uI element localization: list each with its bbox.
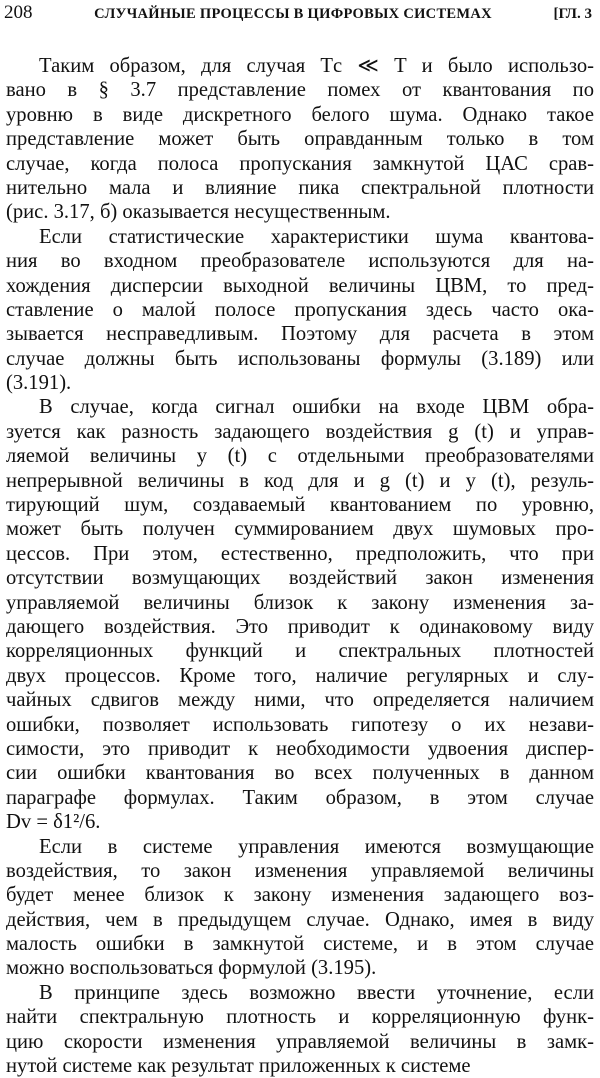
paragraph [6, 54, 594, 225]
text-line: малость ошибки в замкнутой системе, и в этом случае [6, 933, 594, 956]
text-line: непрерывной величины в код для и g (t) и y (t), резуль- [6, 469, 594, 492]
text-line: найти спектральную плотность и корреляционную функ- [6, 1006, 594, 1029]
text-line: воздействия, то закон изменения управляемой величины [6, 859, 594, 882]
page-number: 208 [4, 2, 33, 23]
text-line: В принципе здесь возможно ввести уточнение, если [39, 981, 594, 1004]
text-line: отсутствии возмущающих воздействий закон изменения [6, 567, 594, 590]
text-line: представление может быть оправданным только в том [6, 128, 594, 151]
text-line: нительно мала и влияние пика спектральной плотности [6, 176, 594, 199]
text-line: нутой системе как результат приложенных к системе [6, 1055, 471, 1078]
text-line: действия, чем в предыдущем случае. Однако, имея в виду [6, 908, 594, 931]
text-line: случае, когда полоса пропускания замкнутой ЦАС срав- [6, 152, 594, 175]
text-line: корреляционных функций и спектральных плотностей [6, 640, 594, 663]
text-line: случае должны быть использованы формулы (3.189) или [6, 347, 594, 370]
text-line: зывается несправедливым. Поэтому для расчета в этом [6, 323, 594, 346]
text-line: уровню в виде дискретного белого шума. Однако такое [6, 103, 594, 126]
text-line: будет менее близок к закону изменения задающего воз- [6, 884, 594, 907]
chapter-reference: [ГЛ. 3 [553, 6, 592, 22]
text-line: ошибки, позволяет использовать гипотезу о их незави- [6, 713, 594, 736]
text-line: может быть получен суммированием двух шумовых про- [6, 518, 594, 541]
text-line: параграфе формулах. Таким образом, в этом случае [6, 786, 594, 809]
text-line: ния во входном преобразователе используются для на- [6, 250, 594, 273]
text-line: ляемой величины y (t) с отдельными преобразователями [6, 445, 594, 468]
text-line: (рис. 3.17, б) оказывается несущественным. [6, 201, 391, 224]
text-line: (3.191). [6, 372, 72, 395]
text-line: двух процессов. Кроме того, наличие регулярных и слу- [6, 664, 594, 687]
text-line: симости, это приводит к необходимости удвоения диспер- [6, 737, 594, 760]
text-line: вано в § 3.7 представление помех от квантования по [6, 79, 594, 102]
text-line: В случае, когда сигнал ошибки на входе ЦВМ обра- [39, 396, 594, 419]
paragraph [6, 835, 594, 981]
text-line: сии ошибки квантования во всех полученных в данном [6, 762, 594, 785]
running-title: СЛУЧАЙНЫЕ ПРОЦЕССЫ В ЦИФРОВЫХ СИСТЕМАХ [94, 6, 492, 22]
text-line: дающего воздействия. Это приводит к одинаковому виду [6, 615, 594, 638]
page-body-text [6, 54, 594, 1078]
text-line: цию скорости изменения управляемой величины в замк- [6, 1030, 594, 1053]
page-header [4, 2, 592, 28]
text-line: Таким образом, для случая Tс ≪ T и было использо- [39, 55, 594, 77]
text-line: зуется как разность задающего воздействия g (t) и управ- [6, 420, 594, 443]
text-line: ставление о малой полосе пропускания здесь часто ока- [6, 298, 594, 321]
paragraph [6, 225, 594, 396]
text-line: хождения дисперсии выходной величины ЦВМ, то пред- [6, 274, 594, 297]
text-line: тирующий шум, создаваемый квантованием по уровню, [6, 494, 594, 517]
text-line: Dv = δ1²/6. [6, 811, 101, 834]
text-line: можно воспользоваться формулой (3.195). [6, 957, 377, 980]
text-line: чайных сдвигов между ними, что определяется наличием [6, 689, 594, 712]
text-line: цессов. При этом, естественно, предположить, что при [6, 542, 594, 565]
text-line: Если в системе управления имеются возмущающие [39, 835, 594, 858]
paragraph [6, 395, 594, 834]
text-line: управляемой величины близок к закону изменения за- [6, 591, 594, 614]
paragraph [6, 981, 594, 1078]
text-line: Если статистические характеристики шума квантова- [39, 225, 594, 248]
